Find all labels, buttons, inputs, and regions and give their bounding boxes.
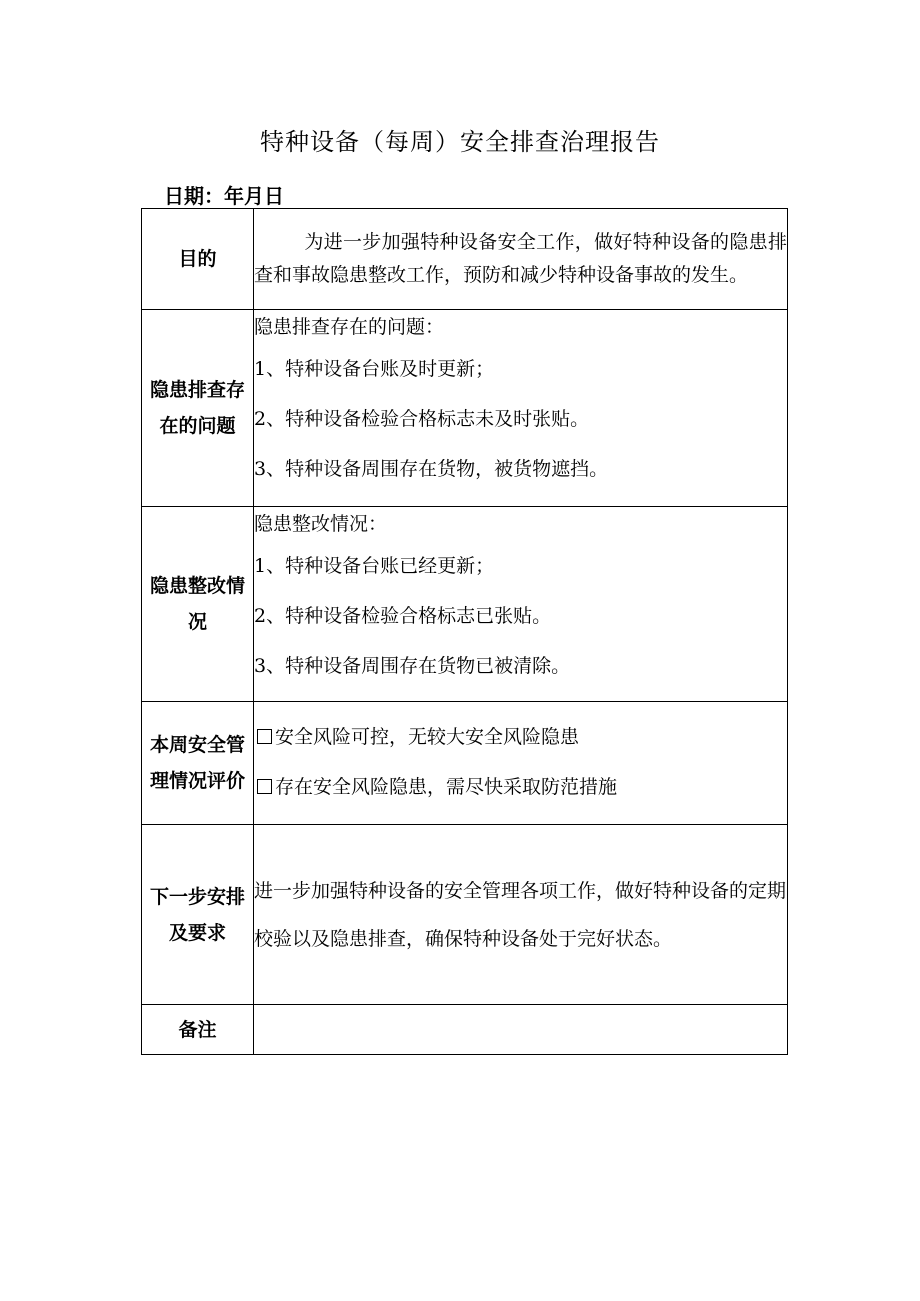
rectification-cell bbox=[254, 507, 788, 702]
purpose-row bbox=[142, 209, 788, 310]
evaluation-option-text: 安全风险可控，无较大安全风险隐患 bbox=[275, 726, 580, 748]
evaluation-label: 本周安全管理情况评价 bbox=[142, 702, 254, 825]
issues-label: 隐患排查存在的问题 bbox=[142, 310, 254, 507]
report-table bbox=[141, 208, 788, 1055]
remarks-row bbox=[142, 1005, 788, 1055]
rectification-label: 隐患整改情况 bbox=[142, 507, 254, 702]
purpose-text: 为进一步加强特种设备安全工作，做好特种设备的隐患排查和事故隐患整改工作，预防和减少特种设备事故的发生。 bbox=[254, 231, 787, 286]
checkbox-icon[interactable] bbox=[257, 779, 272, 794]
evaluation-cell bbox=[254, 702, 788, 825]
purpose-label: 目的 bbox=[142, 209, 254, 310]
next-steps-row bbox=[142, 825, 788, 1005]
evaluation-option[interactable] bbox=[254, 762, 787, 812]
evaluation-option-text: 存在安全风险隐患，需尽快采取防范措施 bbox=[275, 776, 618, 798]
issues-cell bbox=[254, 310, 788, 507]
report-title: 特种设备（每周）安全排查治理报告 bbox=[260, 128, 660, 156]
rectification-item: 1、特种设备台账已经更新； bbox=[254, 555, 495, 577]
date-label: 日期：年月日 bbox=[164, 184, 284, 208]
issues-row bbox=[142, 310, 788, 507]
next-steps-label: 下一步安排及要求 bbox=[142, 825, 254, 1005]
purpose-cell bbox=[254, 209, 788, 310]
issues-heading: 隐患排查存在的问题： bbox=[254, 316, 445, 338]
next-steps-text: 进一步加强特种设备的安全管理各项工作，做好特种设备的定期校验以及隐患排查，确保特种设备处于完好状态。 bbox=[254, 825, 788, 1005]
rectification-row bbox=[142, 507, 788, 702]
evaluation-option[interactable] bbox=[254, 712, 787, 762]
rectification-item: 3、特种设备周围存在货物已被清除。 bbox=[254, 655, 571, 677]
rectification-heading: 隐患整改情况： bbox=[254, 513, 388, 535]
rectification-item: 2、特种设备检验合格标志已张贴。 bbox=[254, 605, 552, 627]
evaluation-row bbox=[142, 702, 788, 825]
issue-item: 3、特种设备周围存在货物，被货物遮挡。 bbox=[254, 458, 609, 480]
checkbox-icon[interactable] bbox=[257, 729, 272, 744]
remarks-label: 备注 bbox=[142, 1005, 254, 1055]
issue-item: 2、特种设备检验合格标志未及时张贴。 bbox=[254, 408, 590, 430]
remarks-value[interactable] bbox=[254, 1005, 788, 1055]
issue-item: 1、特种设备台账及时更新； bbox=[254, 358, 495, 380]
